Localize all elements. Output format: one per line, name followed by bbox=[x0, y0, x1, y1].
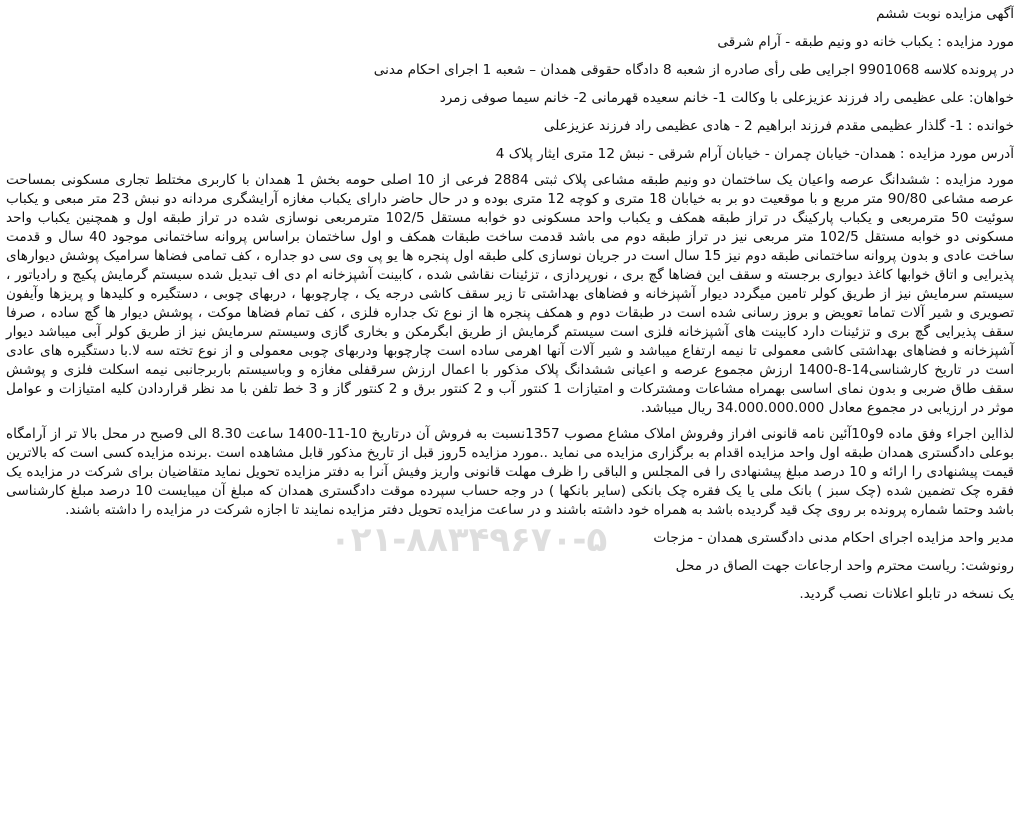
auction-conditions: لذااین اجراء وفق ماده 9و10آئین نامه قانونی افراز وفروش املاک مشاع مصوب 1357نسبت به فروش آن درتاریخ 10-11-1400 ساعت 8.30 الی 9صبح در محل بالا تر از آرامگاه بوعلی دادگستری همدان طبقه اول واحد مزایده اقدام به برگزاری مزایده می نماید ..مورد مزایده 5روز قبل از تاریخ مذکور قابل مشاهده است .برنده مزایده کسی است که بالاترین قیمت پیشنهادی را ارائه و 10 درصد مبلغ پیشنهادی را فی المجلس و الباقی را ظرف مهلت قانونی واریز وفیش آنرا به دفتر مزایده تحویل نماید متقاضیان برای شرکت در مزایده یک فقره چک تضمین شده (چک سبز ) بانک ملی یا یک فقره چک بانکی (سایر بانکها ) در وجه حساب سپرده موقت دادگستری همدان که مبلغ آن میبایست 10 درصد مبلغ کارشناسی باشد وحتما شماره پرونده بر روی چک قید گردیده باشد به همراه خود داشته باشند و در ساعت مزایده تحویل دفتر مزایده نمایند تا اجازه شرکت در مزایده را داشته باشند. bbox=[6, 426, 1014, 518]
posting-note: یک نسخه در تابلو اعلانات نصب گردید. bbox=[799, 586, 1014, 602]
notice-title: آگهی مزایده نوبت ششم bbox=[876, 6, 1014, 22]
phone-watermark: ۰۲۱-۸۸۳۴۹۶۷۰-۵ bbox=[330, 520, 608, 560]
property-description: مورد مزایده : ششدانگ عرصه واعیان یک ساختمان دو ونیم طبقه مشاعی پلاک ثبتی 2884 فرعی از 10 اصلی حومه بخش 1 همدان با کاربری مختلط تجاری مسکونی بمساحت عرصه مشاعی 90/80 متر مربع و با موقعیت دو بر به خیابان 18 متری و کوچه 12 متری بوده و در حال حاضر دارای یکباب مغازه آرایشگری مردانه دو نبش 23 متر مبعی و یکباب سوئیت 50 مترمربعی و یکباب پارکینگ در تراز طبقه همکف و یکباب واحد مسکونی دو خوابه مستقل 102/5 مترمربعی نوسازی شده در تراز طبقه اول و همچنین یکباب واحد مسکونی دو خوابه مستقل 102/5 متر مربعی نیز در تراز طبقه دوم می باشد قدمت ساخت طبقات همکف و اول ساختمان براساس پروانه ساختمانی موجود 40 سال و قدمت ساخت عادی و بدون پروانه ساختمانی طبقه دوم نیز 15 سال است در جریان نوسازی کلی طبقه اول پنجره ها یو پی وی سی دو جداره ، کف تمامی فضاها سرامیک پوشش دیوارهای پذیرایی و اتاق خوابها کاغذ دیواری برجسته و سقف این فضاها گچ بری ، نورپردازی ، تزئینات نقاشی شده ، کابینت آشپزخانه ام دی اف تبدیل شده سیستم گرمایش پکیج و رادیاتور ، سیستم سرمایش نیز از طریق کولر تامین میگردد دیوار آشپزخانه و فضاهای بهداشتی تا زیر سقف کاشی درجه یک ، چارچوبها ، دربهای چوبی ، دستگیره و کلیدها و پریزها وآیفون تصویری و شیر آلات تماما تعویض و بروز رسانی شده است در طبقات دوم و همکف پنجره ها از نوع تک جداره فلزی ، کف تمام فضاها موکت ، پوشش دیوار ها گچ ساده ، صرفا سقف پذیرایی گچ بری و تزئینات دارد کابینت های آشپزخانه فلزی است سیستم گرمایش از طریق ابگرمکن و بخاری گازی وسیستم سرمایش نیز از طریق کولر آبی میباشد دیوار آشپزخانه و فضاهای بهداشتی کاشی معمولی تا نیمه ارتفاع میباشد و شیر آلات آنها اهرمی ساده است چارچوبها ودربهای چوبی معمولی و از نوع تخته سه لا.با دستگیره های عادی است در تاریخ کارشناسی14-8-1400 ارزش مجموع عرصه و اعیانی ششدانگ پلاک مذکور با اعمال ارزش سرقفلی مغازه و وباسیستم باربرجانبی نیمه اسکلت فلزی و پوشش سقف طاق ضربی و بدون نمای اساسی بهمراه مشاعات ومشترکات و امتیازات 1 کنتور آب و 2 کنتور برق و 2 کنتور گاز و 3 خط تلفن با مد نظر قراردادن کلیه امتیازات و عوامل موثر در ارزیابی در مجموع معادل 34.000.000.000 ریال میباشد. bbox=[6, 172, 1015, 416]
property-address: آدرس مورد مزایده : همدان- خیابان چمران - خیابان آرام شرقی - نبش 12 متری ایثار پلاک 4 bbox=[495, 146, 1014, 162]
plaintiff-line: خواهان: علی عظیمی راد فرزند عزیزعلی با وکالت 1- خانم سعیده قهرمانی 2- خانم سیما صوفی زمرد bbox=[439, 90, 1014, 106]
auction-subject: مورد مزایده : یکباب خانه دو ونیم طبقه - آرام شرقی bbox=[717, 34, 1014, 50]
signature-line: مدیر واحد مزایده اجرای احکام مدنی دادگستری همدان - مزجات bbox=[653, 530, 1014, 546]
cc-line: رونوشت: ریاست محترم واحد ارجاعات جهت الصاق در محل bbox=[675, 558, 1014, 574]
case-reference: در پرونده کلاسه 9901068 اجرایی طی رأی صادره از شعبه 8 دادگاه حقوقی همدان – شعبه 1 اجرای احکام مدنی bbox=[373, 62, 1014, 78]
defendant-line: خوانده : 1- گلذار عظیمی مقدم فرزند ابراهیم 2 - هادی عظیمی راد فرزند عزیزعلی bbox=[543, 118, 1014, 134]
